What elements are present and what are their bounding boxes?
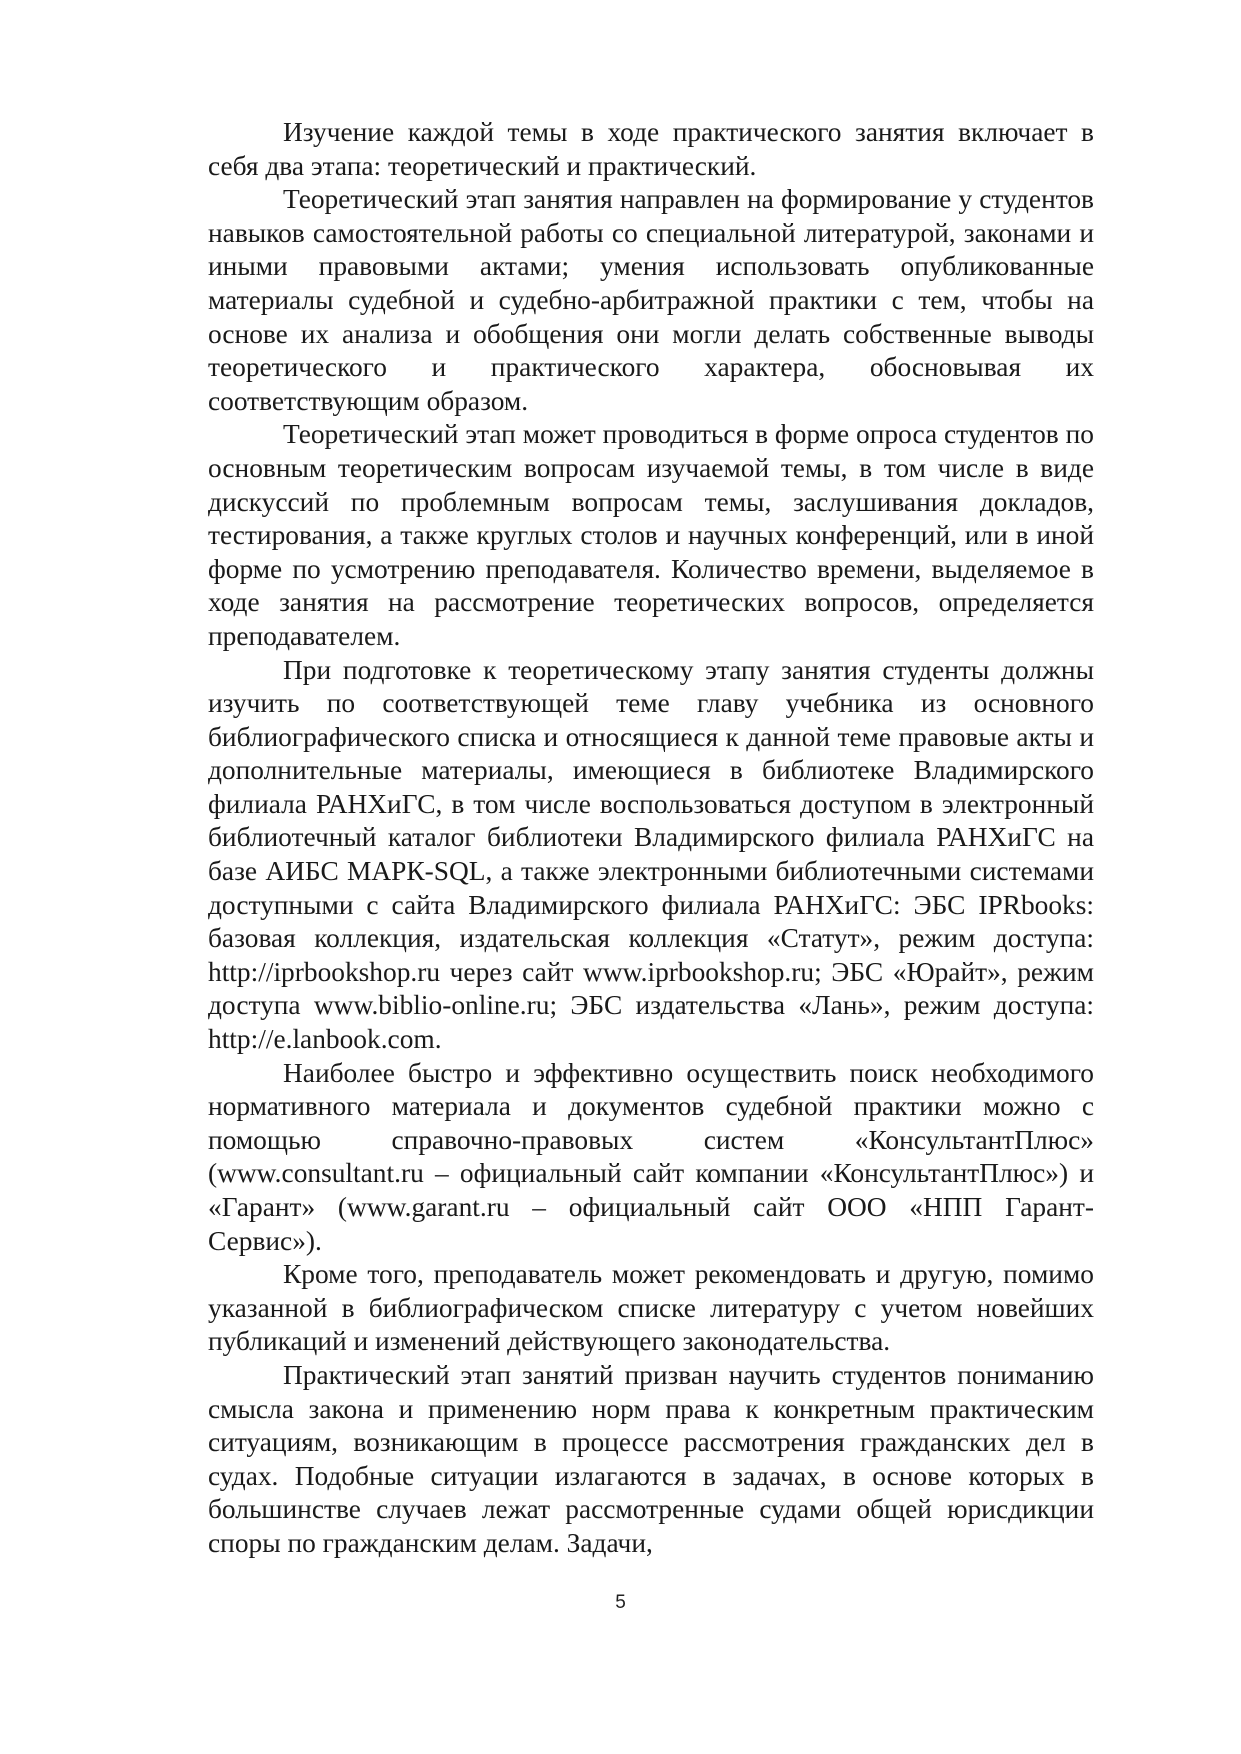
paragraph-theoretical-stage-goal: Теоретический этап занятия направлен на формирование у студентов навыков самостоятельной работы со специальной литературой, законами и иными правовыми актами; умения использовать опубликованные материалы судебной и судебно-арбитражной практики с тем, чтобы на основе их анализа и обобщения они могли делать собственные выводы теоретического и практического характера, обосновывая их соответствующим образом. <box>208 184 1094 416</box>
paragraph-practical-stage: Практический этап занятий призван научить студентов пониманию смысла закона и применению норм права к конкретным практическим ситуациям, возникающим в процессе рассмотрения гражданских дел в судах. Подобные ситуации излагаются в задачах, в основе которых в большинстве случаев лежат рассмотренные судами общей юрисдикции споры по гражданским делам. Задачи, <box>208 1359 1094 1558</box>
paragraph-study-stages: Изучение каждой темы в ходе практического занятия включает в себя два этапа: теоретический и практический. <box>208 117 1094 181</box>
paragraph-preparation-resources: При подготовке к теоретическому этапу занятия студенты должны изучить по соответствующей теме главу учебника из основного библиографического списка и относящиеся к данной теме правовые акты и дополнительные материалы, имеющиеся в библиотеке Владимирского филиала РАНХиГС, в том числе воспользоваться доступом в электронный библиотечный каталог библиотеки Владимирского филиала РАНХиГС на базе АИБС МАРК-SQL, а также электронными библиотечными системами доступными с сайта Владимирского филиала РАНХиГС: ЭБС IPRbooks: базовая коллекция, издательская коллекция «Статут», режим доступа: http://iprbookshop.ru через сайт www.iprbookshop.ru; ЭБС «Юрайт», режим доступа www.biblio-online.ru; ЭБС издательства «Лань», режим доступа: http://e.lanbook.com. <box>208 654 1094 1055</box>
paragraph-legal-reference-systems: Наиболее быстро и эффективно осуществить поиск необходимого нормативного материала и документов судебной практики можно с помощью справочно-правовых систем «КонсультантПлюс» (www.consultant.ru – официальный сайт компании «КонсультантПлюс») и «Гарант» (www.garant.ru – официальный сайт ООО «НПП Гарант-Сервис»). <box>208 1057 1094 1256</box>
paragraph-theoretical-stage-forms: Теоретический этап может проводиться в форме опроса студентов по основным теоретическим вопросам изучаемой темы, в том числе в виде дискуссий по проблемным вопросам темы, заслушивания докладов, тестирования, а также круглых столов и научных конференций, или в иной форме по усмотрению преподавателя. Количество времени, выделяемое в ходе занятия на рассмотрение теоретических вопросов, определяется преподавателем. <box>208 419 1094 651</box>
page-number: 5 <box>615 1592 626 1613</box>
document-body <box>208 116 1094 1561</box>
paragraph-additional-literature: Кроме того, преподаватель может рекомендовать и другую, помимо указанной в библиографическом списке литературу с учетом новейших публикаций и изменений действующего законодательства. <box>208 1259 1094 1357</box>
